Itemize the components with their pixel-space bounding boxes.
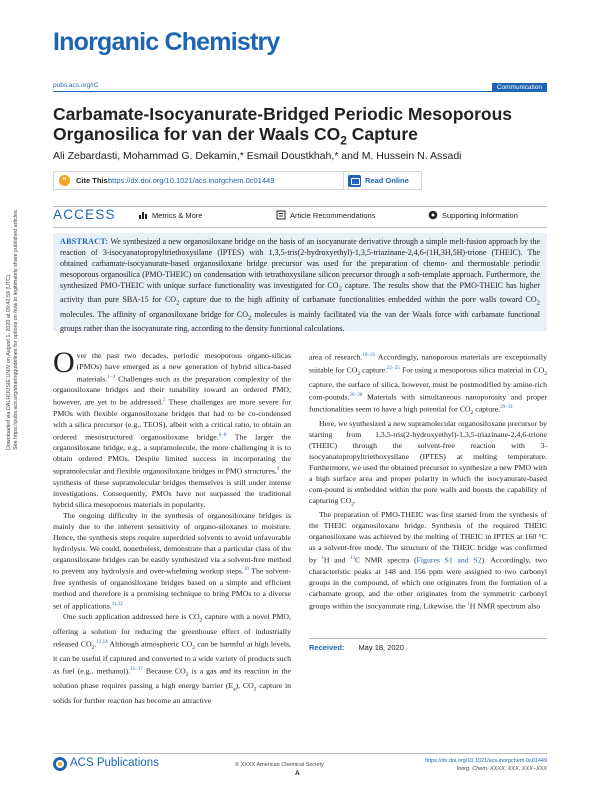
- footer-citation: [425, 758, 547, 773]
- supporting-information-link[interactable]: Supporting Information: [442, 211, 518, 220]
- citation-ref[interactable]: 9: [276, 467, 280, 473]
- cite-label: Cite This:: [76, 176, 111, 185]
- footer-doi-link[interactable]: https://dx.doi.org/10.1021/acs.inorgchem.0c01449: [425, 758, 547, 764]
- paper-title: Carbamate-Isocyanurate-Bridged Periodic Mesoporous Organosilica for van der Waals $CO_2$ Capture: [53, 104, 512, 148]
- acs-logo-icon: [53, 757, 67, 771]
- citation-ref[interactable]: 6−8: [218, 432, 227, 438]
- metrics-icon: [138, 210, 148, 220]
- read-online-button[interactable]: [343, 171, 422, 190]
- cite-icon: ❝: [59, 175, 70, 186]
- citation-ref[interactable]: 22−25: [387, 365, 400, 371]
- body-paragraph: The preparation of PMO-THEIC was first started from the synthesis of the THEIC organosiloxane bridge. Synthesis of the required THEIC organosiloxane was achieved by the melting of THEIC in IPTES at 160 °C as a solvent-free mode. The structure of the THEIC bridge was confirmed by $^1$H and $^{13}$C NMR spectra (Figures S1 and S2). Accordingly, two characteristic peaks at 148 and 156 ppm were assigned to two carbonyl groups in the compound, of which one originates from the formation of a carbamate group, and the other originates from the symmetric carbonyl groups within the isocyanurate ring. Likewise, the $^1$H NMR spectrum also: [309, 510, 547, 611]
- body-paragraph: Over the past two decades, periodic mesoporous organo-silicas (PMOs) have emerged as a new generation of hybrid silica-based materials.$^{1-4}$ Challenges such as the preparation complexity of the organosiloxane bridges and their tunability toward an ordered PMO, however, are yet to be addressed.$^5$ These challenges are more severe for PMOs with flexible organosiloxane bridges that had to be co-condensed with a silica precursor (e.g., TEOS), albeit with a critical ratio, to obtain an ordered mesostructured organosiloxane bridge.$^{6-8}$ The larger the organosiloxane bridge, e.g., a supramolecule, the more challenging it is to obtain ordered PMOs. Despite limited success in incorporating the supramolecular and flexible organosiloxane bridges in PMO structures,$^9$ the synthesis of these supramolecular bridges themselves is still under intense investigations. Consequently, PMOs have not surpassed the traditional hybrid silica mesoporous materials in popularity.: [53, 346, 291, 509]
- body-paragraph: The ongoing difficulty in the synthesis of organosiloxane bridges is mainly due to the inherent sensitivity of organo-siloxanes to moisture. Hence, the synthesis steps require superdried solvents to avoid unfavorable hydrolysis. We could, nonetheless, demonstrate that a particular class of the organosiloxane bridges can be easily synthesized via a solvent-free method to prevent any hydrolysis and over-whelming workup steps.$^{10}$ The solvent-free synthesis of organosiloxane bridges based on a simple and efficient method and therefore is a promising technique to bring PMOs to a diverse set of applications.$^{11,12}$: [53, 510, 291, 611]
- download-watermark: Downloaded via DALHOUSIE UNIV on August 1, 2020 at 09:42:59 (UTC). See https://pubs.acs.org/sharingguidelines for options on how to legitimately share published articles.: [6, 208, 19, 450]
- body-column-left: [53, 346, 292, 707]
- abstract-text: ABSTRACT: We synthesized a new organosiloxane bridge on the basis of an isocyanurate derivative through a simple melt-fusion approach by the reaction of 3-isocyanatopropyltriethoxysilane (IPTES) with 1,3,5-tris(2-hydroxyethyl)-1,3,5-triazinane-2,4,6-(1H,3H,5H)-trione (THEIC). The obtained carbamate-isocyanurate-based organosiloxane bridge precursor was used for the preparation of chemo- and thermostable periodic mesoporous organosilica (PMO-THEIC) on condensation with tetrathoxysilane silicon precursor through a soft-template approach. Furthermore, the synthesized PMO-THEIC with unique surface functionality was investigated for $CO_2$ capture. The results show that the PMO-THEIC has higher activity than pure SBA-15 for $CO_2$ capture due to the high affinity of carbamate functionalities embedded within the pore walls toward $CO_2$ molecules. The affinity of organosiloxane bridge for $CO_2$ molecules is mainly facilitated via the van der Waals force with carbamate functional groups rather than the isocyanurate ring, according to the density functional calculations.: [60, 237, 540, 334]
- citation-ref[interactable]: 10: [243, 567, 249, 573]
- supporting-information-icon: [428, 210, 438, 220]
- copyright: © XXXX American Chemical Society: [235, 762, 324, 768]
- publisher-name: ACS Publications: [70, 757, 159, 769]
- access-bar-bottom-rule: [53, 227, 547, 228]
- citation-ref[interactable]: 13,14: [96, 639, 108, 645]
- read-online-icon: [348, 175, 361, 187]
- access-label: ACCESS: [53, 207, 116, 222]
- citation-ref[interactable]: 1−4: [107, 374, 116, 380]
- citation-ref[interactable]: 11,12: [111, 601, 123, 607]
- journal-title: Inorganic Chemistry: [53, 28, 280, 56]
- figure-ref-link[interactable]: Figures S1 and S2: [416, 555, 482, 565]
- received-rule: [309, 638, 547, 639]
- cite-doi-link[interactable]: https://dx.doi.org/10.1021/acs.inorgchem.0c01449: [108, 176, 275, 185]
- metrics-link[interactable]: Metrics & More: [152, 211, 203, 220]
- journal-url[interactable]: pubs.acs.org/IC: [53, 82, 99, 89]
- citation-ref[interactable]: 29−31: [500, 405, 513, 411]
- page-number: A: [295, 770, 300, 777]
- abstract-box: [53, 233, 547, 334]
- article-recommendations-link[interactable]: Article Recommendations: [290, 211, 376, 220]
- citation-ref[interactable]: 15−17: [130, 666, 143, 672]
- body-paragraph: One such application addressed here is $CO_2$ capture with a novel PMO, offering a solution for reducing the greenhouse effect of industrially released $CO_2.^{13,14}$ Although atmospheric $CO_2$ can be harmful at high levels, it can be useful if captured and converted to a wide variety of products such as fuel (e.g., methanol).$^{15-17}$ Because $CO_2$ is a gas and its reaction in the solution phase requires passing a high energy barrier $(E_a)$, $CO_2$ capture in solids for further reaction has become an attractive: [53, 612, 292, 705]
- article-type-badge: Communication: [492, 83, 547, 92]
- article-recommendations-icon: [276, 210, 286, 220]
- footer-journal-citation: Inorg. Chem. XXXX, XXX, XXX−XXX: [456, 765, 547, 772]
- drop-cap: O: [53, 346, 75, 379]
- citation-ref[interactable]: 5: [162, 398, 166, 404]
- footer-rule: [53, 753, 547, 754]
- citation-ref[interactable]: 26−28: [349, 392, 363, 398]
- author-list: Ali Zebardasti, Mohammad G. Dekamin,* Esmail Doustkhah,* and M. Hussein N. Assadi: [53, 150, 462, 162]
- body-column-right: [309, 351, 547, 612]
- body-paragraph: Here, we synthesized a new supramolecular organosiloxane precursor by starting from 1,3,5-tris(2-hydroxyethyl)-1,3,5-triazinane-2,4,6-trione (THEIC) through the solvent-free reaction with 3-isocyanatopropyltriethoxysilane (IPTES) at melting temperature. Furthermore, we used the obtained precursor to synthesize a new PMO with a high surface area and proper polarity in which the isocyanurate-based com-pound is embedded within the pore walls and boosts the capability of capturing $CO_2$.: [309, 419, 547, 508]
- read-online-label: Read Online: [365, 176, 409, 185]
- cite-this-box[interactable]: [53, 171, 349, 190]
- body-paragraph: area of research.$^{18-21}$ Accordingly, nanoporous materials are exceptionally suitable for $CO_2$ capture.$^{22-25}$ For using a mesoporous silica material in $CO_2$ capture, the surface of silica, however, must be postmodified by amine-rich com-pounds.$^{26-28}$ Materials with simultaneous nanoporosity and proper functionalities seem to have a high potential for $CO_2$ capture.$^{29-31}$: [309, 352, 547, 417]
- access-bar-top-rule: [53, 206, 547, 207]
- header-rule: [53, 91, 547, 92]
- received-date: Received: May 18, 2020: [309, 643, 404, 652]
- citation-ref[interactable]: 18−21: [362, 353, 376, 358]
